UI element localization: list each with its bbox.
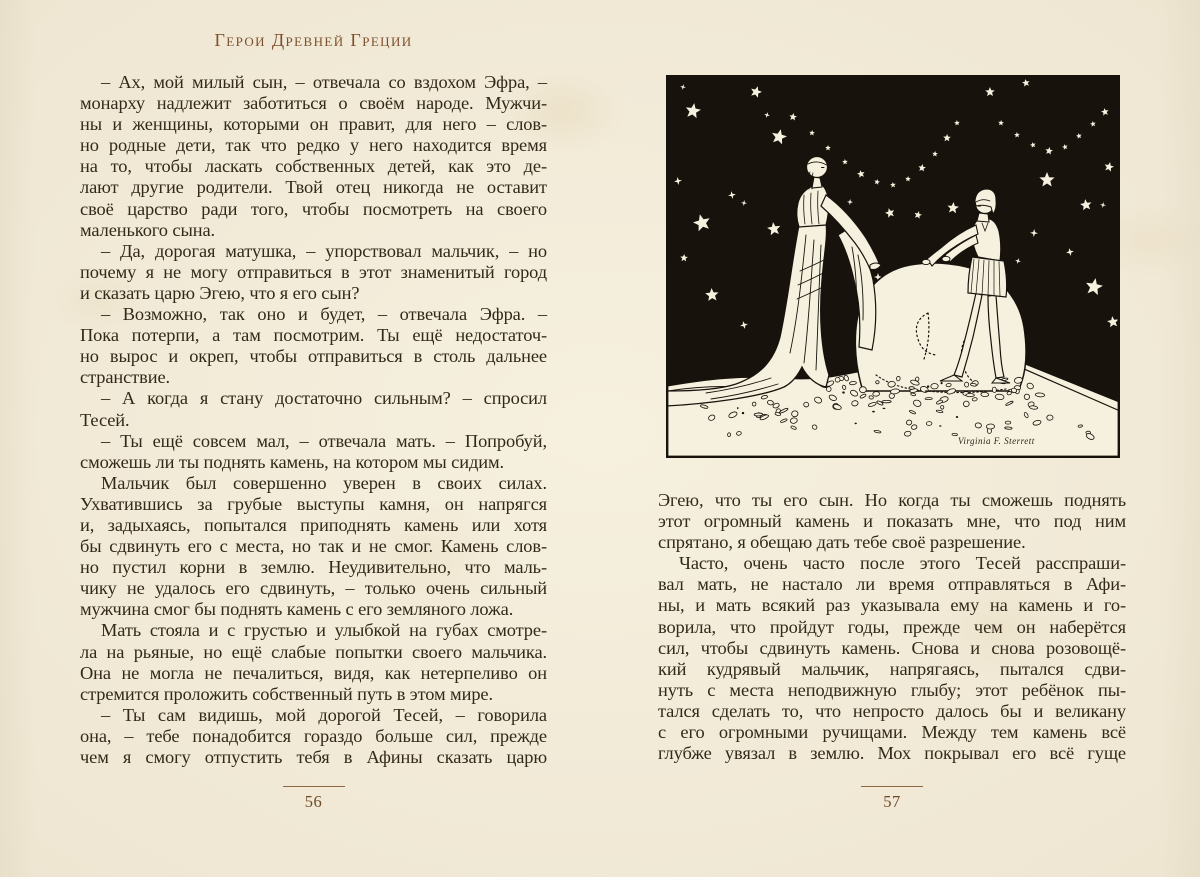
- pebble: [855, 423, 857, 425]
- pebble: [882, 400, 891, 403]
- text-line: чем я смогу отпустить тебя в Афины сказать царю: [80, 747, 547, 767]
- text-line: но родные дети, так что редко у него находится время: [80, 135, 547, 156]
- pebble: [826, 387, 831, 392]
- text-line: кий кудрявый мальчик, напрягаясь, пытался сдви-: [658, 658, 1126, 679]
- text-line: на то, чтобы ласкать собственных детей, как это де-: [80, 156, 547, 177]
- text-line: глубже увязал в землю. Мох покрывал его всё гуще: [658, 743, 1126, 764]
- pebble: [742, 412, 744, 414]
- pebble: [842, 391, 845, 393]
- text-line: она, – тебе понадобится гораздо больше сил, прежде: [80, 725, 547, 746]
- text-line: Эгею, что ты его сын. Но когда ты сможешь поднять: [658, 490, 1126, 510]
- text-line: – А когда я стану достаточно сильным? – спросил: [101, 388, 547, 409]
- pebble: [872, 411, 875, 413]
- page-number-right: 57: [883, 792, 901, 812]
- pebble: [956, 416, 958, 418]
- text-line: вал мать, не настало ли время отправляться в Афи-: [658, 574, 1126, 595]
- left-page-footer: [80, 786, 547, 812]
- text-line: монарху надлежит заботиться о своём народе. Мужчи-: [80, 93, 547, 114]
- pebble: [992, 387, 997, 393]
- pebble: [981, 392, 989, 397]
- text-line: ворила, что пройдут годы, прежде чем он наберётся: [658, 616, 1126, 637]
- pebble: [952, 433, 958, 436]
- pebble: [927, 385, 929, 387]
- pebble: [925, 390, 928, 391]
- pebble: [728, 433, 731, 437]
- pebble: [941, 382, 943, 384]
- text-line: Тесей.: [80, 409, 130, 430]
- pebble: [835, 377, 841, 382]
- text-line: но вырос и окреп, чтобы отправиться в столь дальнее: [80, 346, 547, 367]
- pebble: [1005, 421, 1011, 424]
- text-line: – Ты ещё совсем мал, – отвечала мать. – Попробуй,: [101, 430, 547, 451]
- text-line: спрятано, я обещаю дать тебе своё разрешение.: [658, 532, 1026, 553]
- pebble: [925, 397, 932, 399]
- right-page-footer: [658, 786, 1126, 812]
- pebble: [972, 397, 977, 401]
- text-line: нуть с места неподвижную глыбу; этот ребёнок пы-: [658, 679, 1126, 700]
- pebble: [939, 425, 942, 426]
- pebble: [986, 424, 994, 429]
- text-line: и сказать царю Эгею, что я его сын?: [80, 282, 360, 303]
- text-line: маленького сына.: [80, 219, 216, 240]
- artist-signature: Virginia F. Sterrett: [958, 436, 1035, 446]
- pebble: [931, 383, 939, 389]
- text-line: Ухватившись за грубые выступы камня, он напрягся: [80, 493, 547, 514]
- text-line: мужчина смог бы поднять камень с его земляного ложа.: [80, 599, 514, 620]
- text-line: ны, и мать всякий раз указывала ему на камень и го-: [658, 595, 1126, 616]
- text-line: Часто, очень часто после этого Тесей расспраши-: [679, 553, 1126, 574]
- text-line: и, задыхаясь, попытался приподнять камень или хотя: [80, 514, 547, 535]
- text-line: ны и женщины, которыми он правит, для него – слов-: [80, 114, 547, 135]
- text-line: – Да, дорогая матушка, – упорствовал мальчик, – но: [101, 240, 547, 261]
- pebble: [860, 387, 867, 393]
- pebble: [975, 422, 982, 428]
- pebble: [995, 394, 1004, 400]
- footer-rule: [283, 786, 345, 787]
- pebble: [1035, 393, 1045, 398]
- pebble: [1078, 425, 1083, 428]
- text-line: сможешь ли ты поднять камень, на котором мы сидим.: [80, 451, 504, 472]
- text-line: почему я не могу отправиться в этот знаменитый город: [80, 261, 547, 282]
- text-line: – Ты сам видишь, мой дорогой Тесей, – говорила: [101, 704, 547, 725]
- pebble: [876, 380, 880, 383]
- pebble: [1047, 415, 1053, 420]
- text-line: – Ах, мой милый сын, – отвечала со вздохом Эфра, –: [101, 72, 547, 92]
- left-page-text: [80, 72, 547, 768]
- pebble: [737, 407, 738, 409]
- text-line: Пока потерпи, а там посмотрим. Ты ещё недостаточ-: [80, 325, 547, 346]
- text-line: лают другие родители. Твой отец никогда не оставит: [80, 177, 547, 198]
- running-head: Герои Древней Греции: [214, 30, 413, 50]
- text-line: странствие.: [80, 367, 171, 388]
- pebble: [966, 394, 975, 397]
- footer-rule: [861, 786, 923, 787]
- text-line: этот огромный камень и показать мне, что под ним: [658, 511, 1126, 532]
- text-line: с его огромными ручищами. Между тем камень всё: [658, 722, 1126, 743]
- pebble: [849, 381, 856, 385]
- pebble: [940, 405, 944, 409]
- pebble: [926, 421, 932, 425]
- illustration: [666, 75, 1120, 458]
- page-number-left: 56: [304, 792, 323, 812]
- pebble: [1005, 427, 1013, 430]
- pebble: [754, 413, 763, 416]
- text-line: Она не могла не печалиться, видя, как нетерпеливо он: [80, 662, 547, 683]
- text-line: сил, чтобы сдвинуть камень. Снова и снова розовощё-: [658, 637, 1126, 658]
- pebble: [909, 387, 914, 390]
- text-line: Мальчик был совершенно уверен в своих силах.: [101, 472, 547, 493]
- text-line: чику не удалось его сдвинуть, – только очень сильный: [80, 578, 547, 599]
- text-line: своё царство ради того, чтобы посмотреть на своего: [80, 198, 547, 219]
- text-line: бы сдвинуть его с места, но так и не смог. Камень слов-: [80, 536, 547, 557]
- right-page-text: [658, 490, 1126, 764]
- pebble: [963, 401, 970, 408]
- text-line: тался сделать то, что непросто далось бы и великану: [658, 700, 1126, 721]
- text-line: но пустил корни в землю. Неудивительно, что маль-: [80, 557, 547, 578]
- text-line: Мать стояла и с грустью и улыбкой на губах смотре-: [101, 620, 547, 641]
- text-line: стремится проложить собственный путь в этом мире.: [80, 683, 493, 704]
- pebble: [883, 408, 886, 409]
- text-line: ла на рьяные, но ещё слабые попытки своего мальчика.: [80, 641, 547, 662]
- pebble: [873, 391, 880, 396]
- pebble: [964, 382, 969, 388]
- text-line: – Возможно, так оно и будет, – отвечала Эфра. –: [101, 304, 547, 325]
